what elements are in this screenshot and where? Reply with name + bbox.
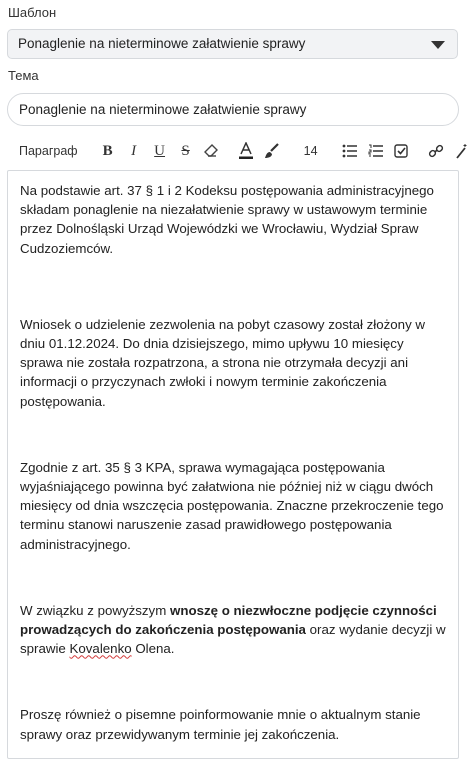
editor-paragraph bbox=[20, 601, 447, 659]
misspelled-word: Kovalenko bbox=[69, 641, 132, 657]
font-size-dropdown[interactable]: 14 bbox=[303, 144, 318, 158]
template-select-value: Ponaglenie na nieterminowe załatwienie sprawy bbox=[18, 36, 306, 51]
clear-format-icon[interactable] bbox=[200, 138, 224, 164]
strikethrough-button[interactable]: S bbox=[181, 142, 190, 159]
editor-paragraph: Wniosek o udzielenie zezwolenia na pobyt czasowy został złożony w dniu 01.12.2024. Do dnia dzisiejszego, mimo upływu 10 miesięcy sprawa nie została rozpatrzona, a strona nie otrzymała decyzji ani informacji o przyczynach zwłoki i nowym terminie zakończenia postępowania. bbox=[20, 316, 426, 409]
p4-text: W związku z powyższym bbox=[20, 602, 170, 618]
template-select[interactable] bbox=[7, 29, 458, 59]
editor-paragraph: Zgodnie z art. 35 § 3 KPA, sprawa wymagająca postępowania wyjaśniającego powinna być załatwiona nie później niż w ciągu dwóch miesięcy od dnia wszczęcia postępowania. Znaczne przekroczenie tego terminu stanowi naruszenie zasad prawidłowego postępowania administracyjnego. bbox=[20, 459, 444, 552]
editor-toolbar bbox=[7, 134, 468, 168]
highlight-brush-icon[interactable] bbox=[260, 138, 284, 164]
magic-wand-icon[interactable] bbox=[450, 138, 468, 164]
bold-button[interactable]: B bbox=[102, 142, 113, 159]
rich-text-editor[interactable] bbox=[7, 170, 459, 759]
subject-input[interactable] bbox=[7, 93, 459, 126]
dropdown-caret-icon bbox=[431, 41, 445, 49]
subject-input-value: Ponaglenie na nieterminowe załatwienie sprawy bbox=[19, 102, 307, 117]
p4-text: Olena. bbox=[131, 641, 175, 657]
paragraph-style-dropdown[interactable]: Параграф bbox=[19, 144, 78, 158]
p4-text: oraz wydanie decyzji w sprawie bbox=[20, 622, 446, 657]
subject-label: Тема bbox=[8, 68, 39, 83]
template-label: Шаблон bbox=[8, 5, 57, 20]
italic-button[interactable]: I bbox=[131, 142, 137, 159]
text-color-icon[interactable] bbox=[234, 138, 258, 164]
bullet-list-icon[interactable] bbox=[338, 138, 362, 164]
editor-paragraph: Na podstawie art. 37 § 1 i 2 Kodeksu postępowania administracyjnego składam ponaglenie na niezałatwienie sprawy w ustawowym terminie przez Dolnośląski Urząd Wojewódzki we Wrocławiu, Wydział Spraw Cudzoziemców. bbox=[20, 183, 434, 256]
numbered-list-icon[interactable] bbox=[364, 138, 388, 164]
link-icon[interactable] bbox=[424, 138, 448, 164]
underline-button[interactable]: U bbox=[154, 142, 166, 159]
checklist-icon[interactable] bbox=[390, 138, 414, 164]
editor-paragraph: Proszę również o pisemne poinformowanie mnie o aktualnym stanie sprawy oraz przewidywanym terminie jej zakończenia. bbox=[20, 707, 421, 742]
p4-bold-text: wnoszę o niezwłoczne podjęcie czynności prowadzących do zakończenia postępowania bbox=[20, 602, 437, 638]
